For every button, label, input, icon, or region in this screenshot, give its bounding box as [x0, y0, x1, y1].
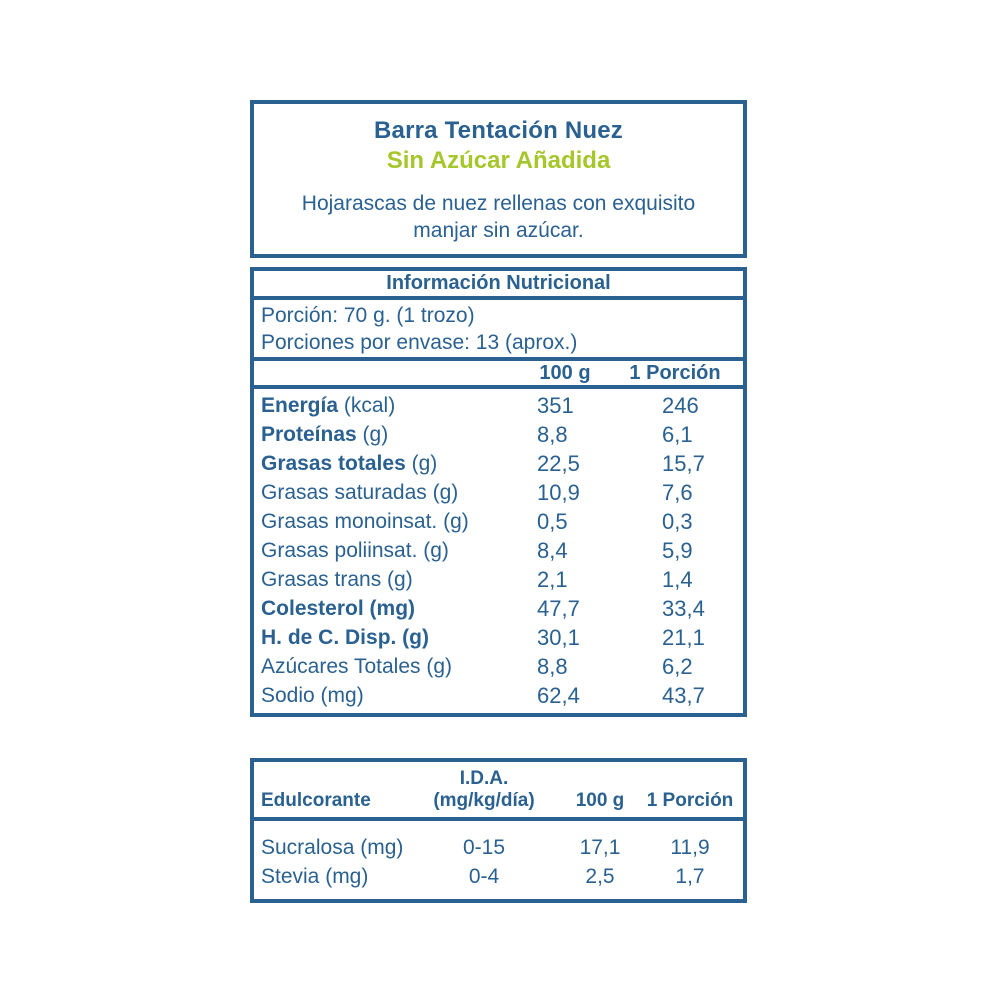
sweetener-rows	[254, 821, 743, 899]
table-row	[254, 623, 743, 652]
column-header-100g: 100 g	[575, 790, 625, 811]
table-row	[254, 507, 743, 536]
table-row	[261, 833, 743, 862]
table-row	[254, 478, 743, 507]
value-portion: 15,7	[662, 451, 705, 476]
value-100g: 8,8	[537, 654, 568, 679]
product-description: Hojarascas de nuez rellenas con exquisito manjar sin azúcar.	[301, 192, 696, 242]
nutrient-name: Colesterol (mg)	[261, 597, 416, 620]
serving-info-box	[250, 267, 747, 363]
nutrient-table-column-headers	[254, 361, 743, 389]
ida-column-header	[407, 768, 561, 812]
nutrition-table-title: Información Nutricional	[254, 271, 743, 300]
product-header-box	[250, 100, 747, 258]
nutrient-unit: Grasas saturadas (g)	[261, 481, 459, 504]
ida-label: I.D.A.	[459, 768, 509, 789]
table-row	[254, 652, 743, 681]
value-100g: 30,1	[537, 625, 580, 650]
nutrient-unit: (kcal)	[338, 394, 396, 417]
table-row	[254, 681, 743, 710]
value-100g: 2,1	[537, 567, 568, 592]
nutrient-unit: Grasas poliinsat. (g)	[261, 539, 449, 562]
value-100g: 22,5	[537, 451, 580, 476]
value-portion: 11,9	[670, 836, 710, 859]
sweetener-name: Stevia (mg)	[261, 865, 369, 888]
sweetener-table-box	[250, 758, 747, 903]
ida-value: 0-15	[462, 836, 506, 859]
value-100g: 62,4	[537, 683, 580, 708]
value-100g: 47,7	[537, 596, 580, 621]
nutrient-rows	[254, 389, 743, 713]
product-subtitle: Sin Azúcar Añadida	[386, 147, 611, 174]
value-portion: 246	[662, 393, 699, 418]
table-row	[254, 594, 743, 623]
value-100g: 17,1	[579, 836, 621, 859]
nutrient-unit: Sodio (mg)	[261, 684, 364, 707]
column-header-portion: 1 Porción	[629, 362, 721, 384]
nutrient-name: Proteínas	[261, 423, 357, 446]
value-portion: 1,7	[675, 865, 705, 888]
value-100g: 0,5	[537, 509, 568, 534]
value-portion: 0,3	[662, 509, 693, 534]
nutrient-unit: (g)	[356, 423, 389, 446]
table-row	[254, 536, 743, 565]
nutrient-unit: Grasas trans (g)	[261, 568, 413, 591]
column-header-portion: 1 Porción	[646, 790, 734, 811]
value-portion: 33,4	[662, 596, 705, 621]
value-portion: 6,2	[662, 654, 693, 679]
value-100g: 8,8	[537, 422, 568, 447]
value-100g: 2,5	[585, 865, 615, 888]
table-row	[261, 862, 743, 891]
nutrient-table-box	[250, 357, 747, 717]
sweetener-column-header: Edulcorante	[261, 790, 371, 811]
nutrient-name: H. de C. Disp. (g)	[261, 626, 429, 649]
nutrient-unit: Grasas monoinsat. (g)	[261, 510, 469, 533]
ida-value: 0-4	[468, 865, 500, 888]
nutrient-name: Energía	[261, 394, 339, 417]
table-row	[254, 449, 743, 478]
servings-per-container: Porciones por envase: 13 (aprox.)	[261, 331, 578, 354]
nutrient-unit: Azúcares Totales (g)	[261, 655, 453, 678]
ida-unit: (mg/kg/día)	[433, 790, 535, 811]
serving-size: Porción: 70 g. (1 trozo)	[261, 304, 475, 327]
column-header-100g: 100 g	[539, 362, 591, 384]
value-portion: 21,1	[662, 625, 705, 650]
product-title: Barra Tentación Nuez	[374, 117, 623, 144]
table-row	[254, 565, 743, 594]
value-portion: 7,6	[662, 480, 693, 505]
value-100g: 8,4	[537, 538, 568, 563]
table-row	[254, 420, 743, 449]
sweetener-name: Sucralosa (mg)	[261, 836, 404, 859]
value-portion: 43,7	[662, 683, 705, 708]
value-100g: 10,9	[537, 480, 580, 505]
sweetener-table-header	[254, 762, 743, 821]
table-row	[254, 391, 743, 420]
value-portion: 5,9	[662, 538, 693, 563]
value-portion: 1,4	[662, 567, 693, 592]
nutrient-unit: (g)	[405, 452, 438, 475]
value-portion: 6,1	[662, 422, 693, 447]
value-100g: 351	[537, 393, 574, 418]
nutrient-name: Grasas totales	[261, 452, 406, 475]
